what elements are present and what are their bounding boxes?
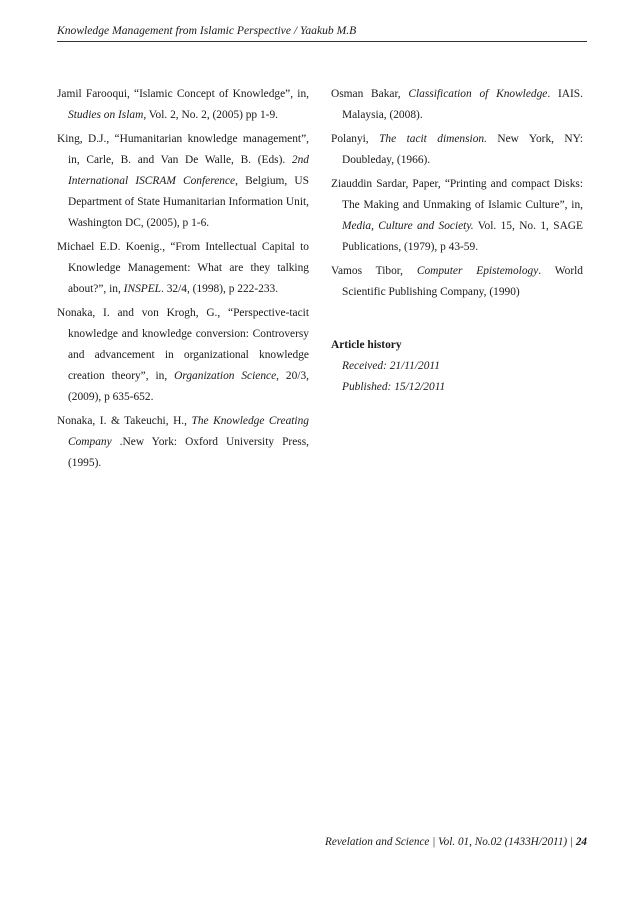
reference-entry: Nonaka, I. & Takeuchi, H., The Knowledge Creating Company .New York: Oxford University Press, (1995). — [57, 415, 309, 469]
reference-entry: Michael E.D. Koenig., “From Intellectual Capital to Knowledge Management: What are they talking about?”, in, INSPEL. 32/4, (1998), p 222-233. — [57, 241, 309, 295]
reference-entry: Ziauddin Sardar, Paper, “Printing and compact Disks: The Making and Unmaking of Islamic Culture”, in, Media, Culture and Society. Vol. 15, No. 1, SAGE Publications, (1979), p 43-59. — [331, 178, 583, 253]
page-number: 24 — [575, 836, 587, 848]
header-rule — [57, 41, 587, 42]
received-date: Received: 21/11/2011 — [342, 360, 440, 372]
reference-entry: Vamos Tibor, Computer Epistemology. World Scientific Publishing Company, (1990) — [331, 265, 583, 298]
reference-entry: Jamil Farooqui, “Islamic Concept of Knowledge”, in, Studies on Islam, Vol. 2, No. 2, (2005) pp 1-9. — [57, 88, 309, 121]
published-date: Published: 15/12/2011 — [342, 381, 446, 393]
reference-entry: Osman Bakar, Classification of Knowledge. IAIS. Malaysia, (2008). — [331, 88, 583, 121]
article-history — [331, 335, 583, 398]
article-history-title: Article history — [331, 339, 402, 351]
reference-entry: King, D.J., “Humanitarian knowledge management”, in, Carle, B. and Van De Walle, B. (Eds). 2nd International ISCRAM Conference, Belgium, US Department of State Humanitarian Information Unit, Washington DC, (2005), p 1-6. — [57, 133, 309, 229]
reference-entry: Polanyi, The tacit dimension. New York, NY: Doubleday, (1966). — [331, 133, 583, 166]
page-footer — [315, 836, 587, 848]
footer-journal: Revelation and Science | Vol. 01, No.02 (1433H/2011) | — [325, 836, 576, 848]
reference-entry: Nonaka, I. and von Krogh, G., “Perspective-tacit knowledge and knowledge conversion: Controversy and advancement in organizational knowledge creation theory”, in, Organization Science, 20/3, (2009), p 635-652. — [57, 307, 310, 403]
references-right-column — [331, 84, 583, 398]
references-left-column — [57, 84, 309, 477]
running-header: Knowledge Management from Islamic Perspective / Yaakub M.B — [57, 24, 357, 37]
